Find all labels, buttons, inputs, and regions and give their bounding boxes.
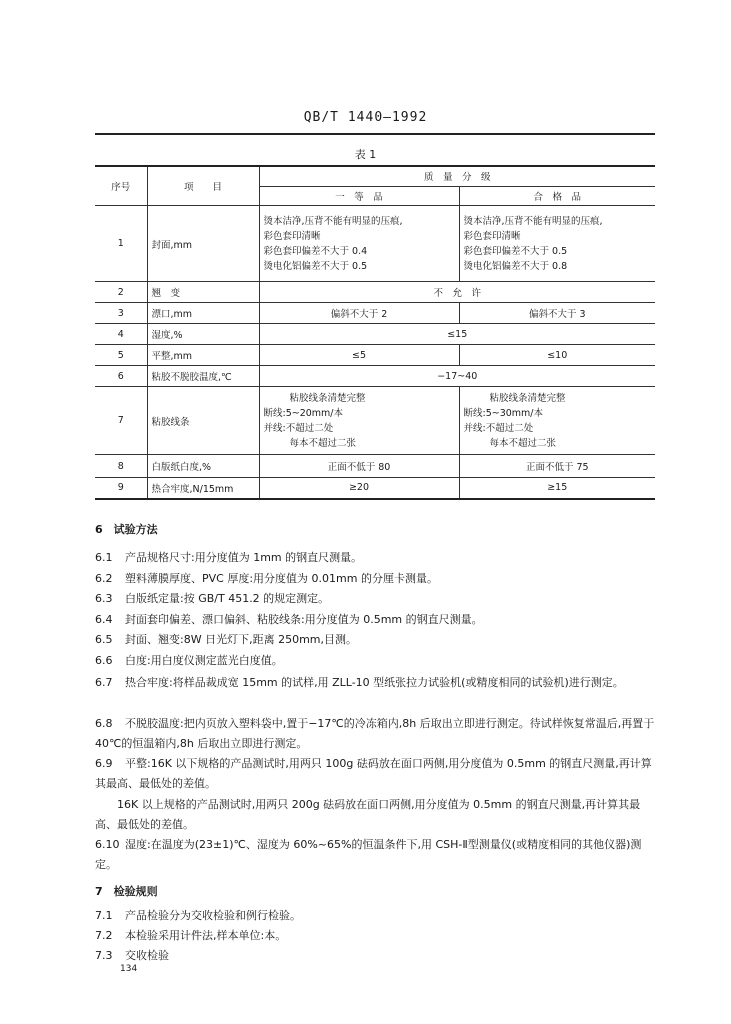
clause-number: 6.4 xyxy=(95,613,113,626)
clause-text: 产品检验分为交收检验和例行检验。 xyxy=(125,909,301,922)
clause-number: 7.1 xyxy=(95,909,113,922)
row-seq: 1 xyxy=(95,206,147,282)
table-row xyxy=(95,282,655,303)
table-row xyxy=(95,387,655,455)
row-grade1: ≥20 xyxy=(259,478,459,499)
grade1-header: 一 等 品 xyxy=(259,186,459,206)
row-seq: 4 xyxy=(95,324,147,345)
table-row xyxy=(95,366,655,387)
clause-text: 本检验采用计件法,样本单位:本。 xyxy=(125,929,287,942)
clause-number: 6.5 xyxy=(95,633,113,646)
row-grade1-line: 断线:5~20mm/本 xyxy=(263,407,344,419)
row-seq: 8 xyxy=(95,455,147,478)
row-item: 白版纸白度,% xyxy=(147,455,259,478)
clause xyxy=(95,632,660,648)
clause-number: 6.2 xyxy=(95,572,113,585)
header-rule xyxy=(95,133,655,135)
row-seq: 3 xyxy=(95,303,147,324)
row-grade2-line: 烫本洁净,压背不能有明显的压痕, xyxy=(463,215,603,227)
clause-number: 6.6 xyxy=(95,654,113,667)
row-grade2: 偏斜不大于 3 xyxy=(459,303,655,324)
row-grade2 xyxy=(459,387,655,455)
row-seq: 7 xyxy=(95,387,147,455)
row-grade1-line: 彩色套印偏差不大于 0.4 xyxy=(263,245,368,257)
clause-number: 6.10 xyxy=(95,838,120,851)
clause xyxy=(95,928,660,944)
clause xyxy=(95,795,660,835)
clause-text: 交收检验 xyxy=(125,949,169,962)
row-seq: 9 xyxy=(95,478,147,499)
row-grade1-line: 每本不超过二张 xyxy=(289,437,357,449)
row-item: 平整,mm xyxy=(147,345,259,366)
clause-number: 6.3 xyxy=(95,592,113,605)
clause-text: 封面套印偏差、漂口偏斜、粘胶线条:用分度值为 0.5mm 的钢直尺测量。 xyxy=(125,613,483,626)
clause-text: 产品规格尺寸:用分度值为 1mm 的钢直尺测量。 xyxy=(125,551,363,564)
clause-text: 热合牢度:将样品裁成宽 15mm 的试样,用 ZLL-10 型纸张拉力试验机(或精度相同的试验机)进行测定。 xyxy=(125,676,624,689)
table-row xyxy=(95,303,655,324)
row-grade1: 偏斜不大于 2 xyxy=(259,303,459,324)
table-row xyxy=(95,345,655,366)
clause-number: 6.1 xyxy=(95,551,113,564)
row-value: 不 允 许 xyxy=(259,282,655,303)
row-item: 粘胶不脱胶温度,℃ xyxy=(147,366,259,387)
row-item: 粘胶线条 xyxy=(147,387,259,455)
row-grade1: ≤5 xyxy=(259,345,459,366)
clause xyxy=(95,754,660,794)
row-value: ≤15 xyxy=(259,324,655,345)
clause xyxy=(95,835,660,875)
row-item: 封面,mm xyxy=(147,206,259,282)
row-grade1-line: 粘胶线条清楚完整 xyxy=(289,392,366,404)
row-grade1-line: 烫本洁净,压背不能有明显的压痕, xyxy=(263,215,403,227)
row-grade1 xyxy=(259,206,459,282)
row-grade2: ≤10 xyxy=(459,345,655,366)
section-7-title: 7 检验规则 xyxy=(95,885,158,898)
clause xyxy=(95,673,660,693)
clause xyxy=(95,908,660,924)
row-grade1 xyxy=(259,387,459,455)
clause-number: 7.3 xyxy=(95,949,113,962)
row-value: −17~40 xyxy=(259,366,655,387)
row-grade2-line: 彩色套印清晰 xyxy=(463,230,521,242)
row-grade1: 正面不低于 80 xyxy=(259,455,459,478)
clause xyxy=(95,948,660,964)
row-grade2 xyxy=(459,206,655,282)
table-row xyxy=(95,478,655,499)
row-seq: 6 xyxy=(95,366,147,387)
row-grade2: ≥15 xyxy=(459,478,655,499)
row-item: 翘 变 xyxy=(147,282,259,303)
row-grade1-line: 并线:不超过二处 xyxy=(263,422,334,434)
clause-text: 湿度:在温度为(23±1)℃、湿度为 60%~65%的恒温条件下,用 CSH-Ⅱ型测量仪(或精度相同的其他仪器)测定。 xyxy=(95,838,642,871)
item-header: 项 目 xyxy=(147,166,259,206)
table-row xyxy=(95,324,655,345)
row-item: 热合牢度,N/15mm xyxy=(147,478,259,499)
clause-text: 封面、翘变:8W 日光灯下,距离 250mm,目测。 xyxy=(125,633,357,646)
clause-text: 平整:16K 以下规格的产品测试时,用两只 100g 砝码放在面口两侧,用分度值为 0.5mm 的钢直尺测量,再计算其最高、最低处的差值。 xyxy=(95,757,652,790)
clause xyxy=(95,571,660,587)
clause xyxy=(95,591,660,607)
clause xyxy=(95,653,660,669)
table-row xyxy=(95,206,655,282)
clause xyxy=(95,550,660,566)
row-item: 漂口,mm xyxy=(147,303,259,324)
row-grade2-line: 并线:不超过二处 xyxy=(463,422,534,434)
clause-number: 6.7 xyxy=(95,676,113,689)
row-grade2-line: 断线:5~30mm/本 xyxy=(463,407,544,419)
clause-text: 16K 以上规格的产品测试时,用两只 200g 砝码放在面口两侧,用分度值为 0.5mm 的钢直尺测量,再计算其最高、最低处的差值。 xyxy=(95,798,641,831)
row-grade2: 正面不低于 75 xyxy=(459,455,655,478)
row-grade2-line: 彩色套印偏差不大于 0.5 xyxy=(463,245,568,257)
quality-table xyxy=(95,165,655,500)
clause-text: 白版纸定量:按 GB/T 451.2 的规定测定。 xyxy=(125,592,330,605)
quality-grade-header: 质 量 分 级 xyxy=(259,166,655,186)
clause-text: 塑料薄膜厚度、PVC 厚度:用分度值为 0.01mm 的分厘卡测量。 xyxy=(125,572,438,585)
row-item: 湿度,% xyxy=(147,324,259,345)
seq-header: 序号 xyxy=(95,166,147,206)
clause-number: 6.9 xyxy=(95,757,113,770)
row-grade1-line: 烫电化铝偏差不大于 0.5 xyxy=(263,260,368,272)
clause-number: 7.2 xyxy=(95,929,113,942)
row-grade2-line: 烫电化铝偏差不大于 0.8 xyxy=(463,260,568,272)
clause-number: 6.8 xyxy=(95,717,113,730)
clause-text: 白度:用白度仪测定蓝光白度值。 xyxy=(125,654,283,667)
grade2-header: 合 格 品 xyxy=(459,186,655,206)
table-header-row xyxy=(95,166,655,186)
row-grade2-line: 每本不超过二张 xyxy=(489,437,557,449)
section-6-title: 6 试验方法 xyxy=(95,523,158,536)
clause xyxy=(95,714,660,754)
row-grade1-line: 彩色套印清晰 xyxy=(263,230,321,242)
clause-text: 不脱胶温度:把内页放入塑料袋中,置于−17℃的冷冻箱内,8h 后取出立即进行测定。待试样恢复常温后,再置于 40℃的恒温箱内,8h 后取出立即进行测定。 xyxy=(95,717,655,750)
clause xyxy=(95,612,660,628)
table-row xyxy=(95,455,655,478)
row-seq: 5 xyxy=(95,345,147,366)
row-grade2-line: 粘胶线条清楚完整 xyxy=(489,392,566,404)
row-seq: 2 xyxy=(95,282,147,303)
standard-number: QB/T 1440—1992 xyxy=(303,110,428,125)
table-caption: 表 1 xyxy=(354,148,377,161)
page-number: 134 xyxy=(120,964,138,974)
